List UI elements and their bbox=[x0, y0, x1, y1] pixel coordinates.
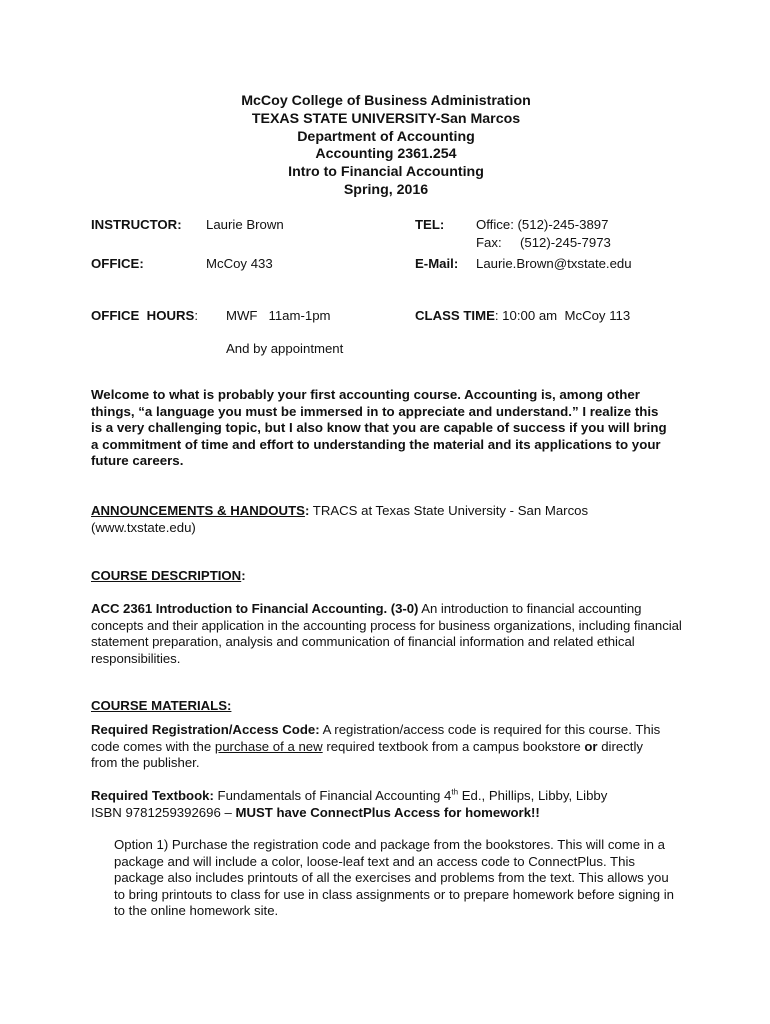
registration-text-1: A registration/access code is required for this course. This code comes with the bbox=[91, 722, 661, 754]
textbook-edition-sup: th bbox=[451, 787, 459, 797]
office-value: McCoy 433 bbox=[206, 256, 273, 271]
registration-or: or bbox=[584, 738, 598, 754]
office-phone: Office: (512)-245-3897 bbox=[476, 217, 609, 232]
textbook-text-1: Fundamentals of Financial Accounting 4 bbox=[213, 788, 452, 803]
textbook-label: Required Textbook: bbox=[91, 788, 214, 803]
course-description-paragraph bbox=[91, 601, 691, 667]
office-hours-label-text: OFFICE HOURS bbox=[91, 308, 195, 323]
email-value[interactable]: Laurie.Brown@txstate.edu bbox=[476, 256, 632, 271]
course-description-heading-line bbox=[91, 568, 691, 585]
isbn-bold: MUST have ConnectPlus Access for homework!! bbox=[235, 804, 540, 820]
tel-label: TEL: bbox=[415, 217, 445, 232]
registration-text-2: required textbook from a campus bookstore bbox=[322, 738, 585, 754]
university-name: TEXAS STATE UNIVERSITY-San Marcos bbox=[251, 110, 521, 127]
announcements-paragraph bbox=[91, 503, 651, 536]
office-label: OFFICE: bbox=[91, 256, 144, 271]
course-description-text: An introduction to financial accounting concepts and their application in the accounting process for business organizations, including financial statement preparation, analysis and communication of financial information and related ethical responsibilities. bbox=[91, 601, 682, 666]
document-header bbox=[0, 93, 770, 200]
announcements-heading: ANNOUNCEMENTS & HANDOUTS bbox=[91, 503, 305, 518]
registration-text-3: directly from the publisher. bbox=[91, 738, 643, 770]
college-name: McCoy College of Business Administration bbox=[241, 93, 531, 109]
course-materials-heading: COURSE MATERIALS: bbox=[91, 698, 232, 713]
isbn-line bbox=[91, 805, 691, 822]
instructor-value: Laurie Brown bbox=[206, 217, 284, 232]
office-hours-extra: And by appointment bbox=[226, 341, 344, 356]
course-description-colon: : bbox=[241, 568, 246, 583]
course-description-heading: COURSE DESCRIPTION bbox=[91, 568, 242, 583]
option-1-paragraph: Option 1) Purchase the registration code and package from the bookstores. This will come in a package and will include a color, loose-leaf text and an access code to ConnectPlus. This package also includes printouts of all the exercises and problems from the text. This allows you to bring printouts to class for use in class assignments or to prepare homework before signing in to the online homework site. bbox=[114, 837, 675, 918]
office-hours-label bbox=[91, 308, 198, 325]
class-time bbox=[415, 308, 630, 325]
class-time-value: : 10:00 am McCoy 113 bbox=[494, 308, 631, 323]
department-name: Department of Accounting bbox=[297, 128, 475, 145]
welcome-paragraph: Welcome to what is probably your first accounting course. Accounting is, among other things, “a language you must be immersed in to appreciate and understand.” I realize this is a very challenging topic, but I also know that you are capable of success if you will bring a commitment of time and effort to understanding the material and its applications to your future careers. bbox=[91, 387, 667, 469]
office-hours-value: MWF 11am-1pm bbox=[226, 308, 331, 323]
announcements-text: TRACS at Texas State University - San Marcos (www.txstate.edu) bbox=[91, 503, 589, 535]
registration-underline: purchase of a new bbox=[214, 738, 323, 754]
semester: Spring, 2016 bbox=[343, 181, 429, 198]
textbook-text-2: Ed., Phillips, Libby, Libby bbox=[458, 788, 608, 803]
textbook-paragraph bbox=[91, 788, 691, 821]
textbook-line bbox=[91, 788, 691, 805]
office-hours-colon: : bbox=[194, 308, 198, 323]
email-label: E-Mail: bbox=[415, 256, 459, 271]
instructor-label: INSTRUCTOR: bbox=[91, 217, 182, 232]
course-title: Intro to Financial Accounting bbox=[288, 164, 484, 181]
isbn-text: ISBN 9781259392696 – bbox=[91, 804, 236, 820]
registration-label: Required Registration/Access Code: bbox=[91, 722, 320, 737]
fax-phone: Fax: (512)-245-7973 bbox=[476, 235, 611, 250]
course-description-bold: ACC 2361 Introduction to Financial Accounting. (3-0) bbox=[91, 601, 419, 616]
announcements-colon: : bbox=[304, 503, 310, 518]
course-number: Accounting 2361.254 bbox=[315, 146, 457, 163]
registration-paragraph bbox=[91, 722, 669, 772]
class-time-label: CLASS TIME bbox=[415, 308, 495, 323]
